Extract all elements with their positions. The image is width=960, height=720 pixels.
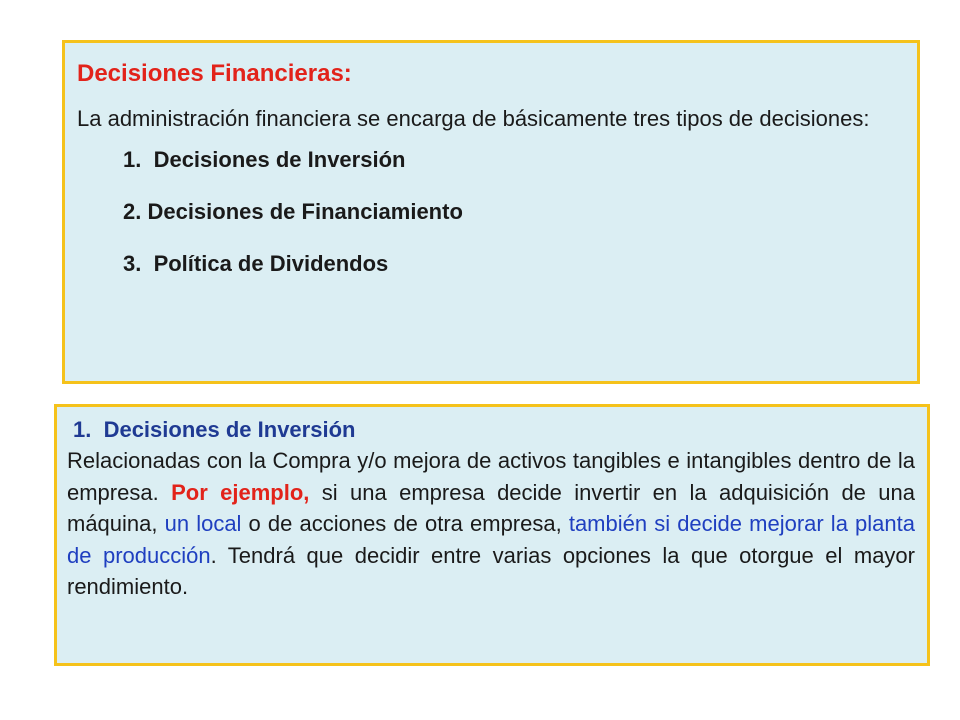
investment-decisions-box [54,404,930,666]
financial-decisions-box [62,40,920,384]
list-item-financing: 2. Decisiones de Financiamiento [123,199,463,224]
list-item-investment: 1. Decisiones de Inversión [123,147,406,172]
description-text: si una empresa decide invertir en la adquisición de una máquina, [67,479,915,536]
investment-description [67,445,915,603]
description-text: Relacionadas con la Compra y/o mejora de activos tangibles e intangibles dentro de la empresa. [67,448,915,505]
highlight-planta: también si decide mejorar la planta de producción [67,511,915,568]
decision-list [77,145,905,279]
intro-text: La administración financiera se encarga de básicamente tres tipos de decisiones: [77,106,870,131]
section-heading: 1. Decisiones de Inversión [73,417,356,442]
highlight-local: un local [164,511,242,536]
description-text: . Tendrá que decidir entre varias opciones la que otorgue el mayor rendimiento. [67,542,915,599]
box-title: Decisiones Financieras: [77,60,352,87]
example-highlight: Por ejemplo, [171,479,310,505]
description-text: o de acciones de otra empresa, [241,511,569,536]
list-item-dividends: 3. Política de Dividendos [123,251,389,276]
